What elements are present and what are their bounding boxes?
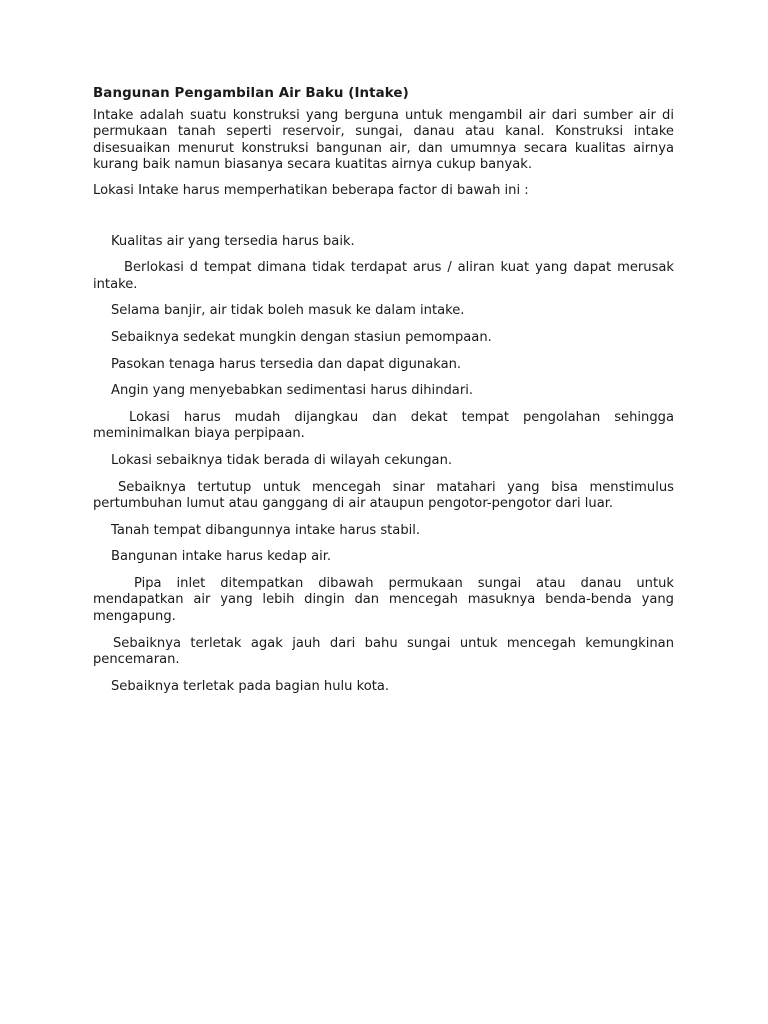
- factor-item: Tanah tempat dibangunnya intake harus stabil.: [111, 522, 421, 538]
- lead-paragraph: Lokasi Intake harus memperhatikan beberapa factor di bawah ini :: [93, 182, 529, 198]
- factor-item: Bangunan intake harus kedap air.: [111, 549, 332, 565]
- factor-item: Sebaiknya sedekat mungkin dengan stasiun pemompaan.: [111, 329, 492, 345]
- factor-item: Sebaiknya tertutup untuk mencegah sinar matahari yang bisa menstimulus pertumbuhan lumut atau ganggang di air ataupun pengotor-pengotor dari luar.: [93, 479, 674, 512]
- factor-item: Pasokan tenaga harus tersedia dan dapat digunakan.: [111, 356, 462, 372]
- blank-line: [93, 200, 674, 234]
- factor-item: Angin yang menyebabkan sedimentasi harus dihindari.: [111, 383, 474, 399]
- factor-item: Selama banjir, air tidak boleh masuk ke dalam intake.: [111, 303, 465, 319]
- intro-paragraph: Intake adalah suatu konstruksi yang berguna untuk mengambil air dari sumber air di permukaan tanah seperti reservoir, sungai, danau atau kanal. Konstruksi intake disesuaikan menurut konstruksi bangunan air, dan umumnya secara kualitas airnya kurang baik namun biasanya secara kuatitas airnya cukup banyak.: [93, 107, 674, 173]
- document-body: [93, 86, 674, 705]
- factor-item: Lokasi harus mudah dijangkau dan dekat tempat pengolahan sehingga meminimalkan biaya perpipaan.: [93, 409, 674, 442]
- factor-item: Sebaiknya terletak agak jauh dari bahu sungai untuk mencegah kemungkinan pencemaran.: [93, 635, 674, 668]
- factor-item: Lokasi sebaiknya tidak berada di wilayah cekungan.: [111, 452, 453, 468]
- document-title: Bangunan Pengambilan Air Baku (Intake): [93, 86, 409, 101]
- factor-list: [93, 234, 674, 696]
- factor-item: Kualitas air yang tersedia harus baik.: [111, 233, 355, 249]
- factor-item: Sebaiknya terletak pada bagian hulu kota.: [111, 678, 390, 694]
- factor-item: Berlokasi d tempat dimana tidak terdapat arus / aliran kuat yang dapat merusak intake.: [93, 260, 674, 292]
- factor-item: Pipa inlet ditempatkan dibawah permukaan sungai atau danau untuk mendapatkan air yang lebih dingin dan mencegah masuknya benda-benda yang mengapung.: [93, 575, 674, 625]
